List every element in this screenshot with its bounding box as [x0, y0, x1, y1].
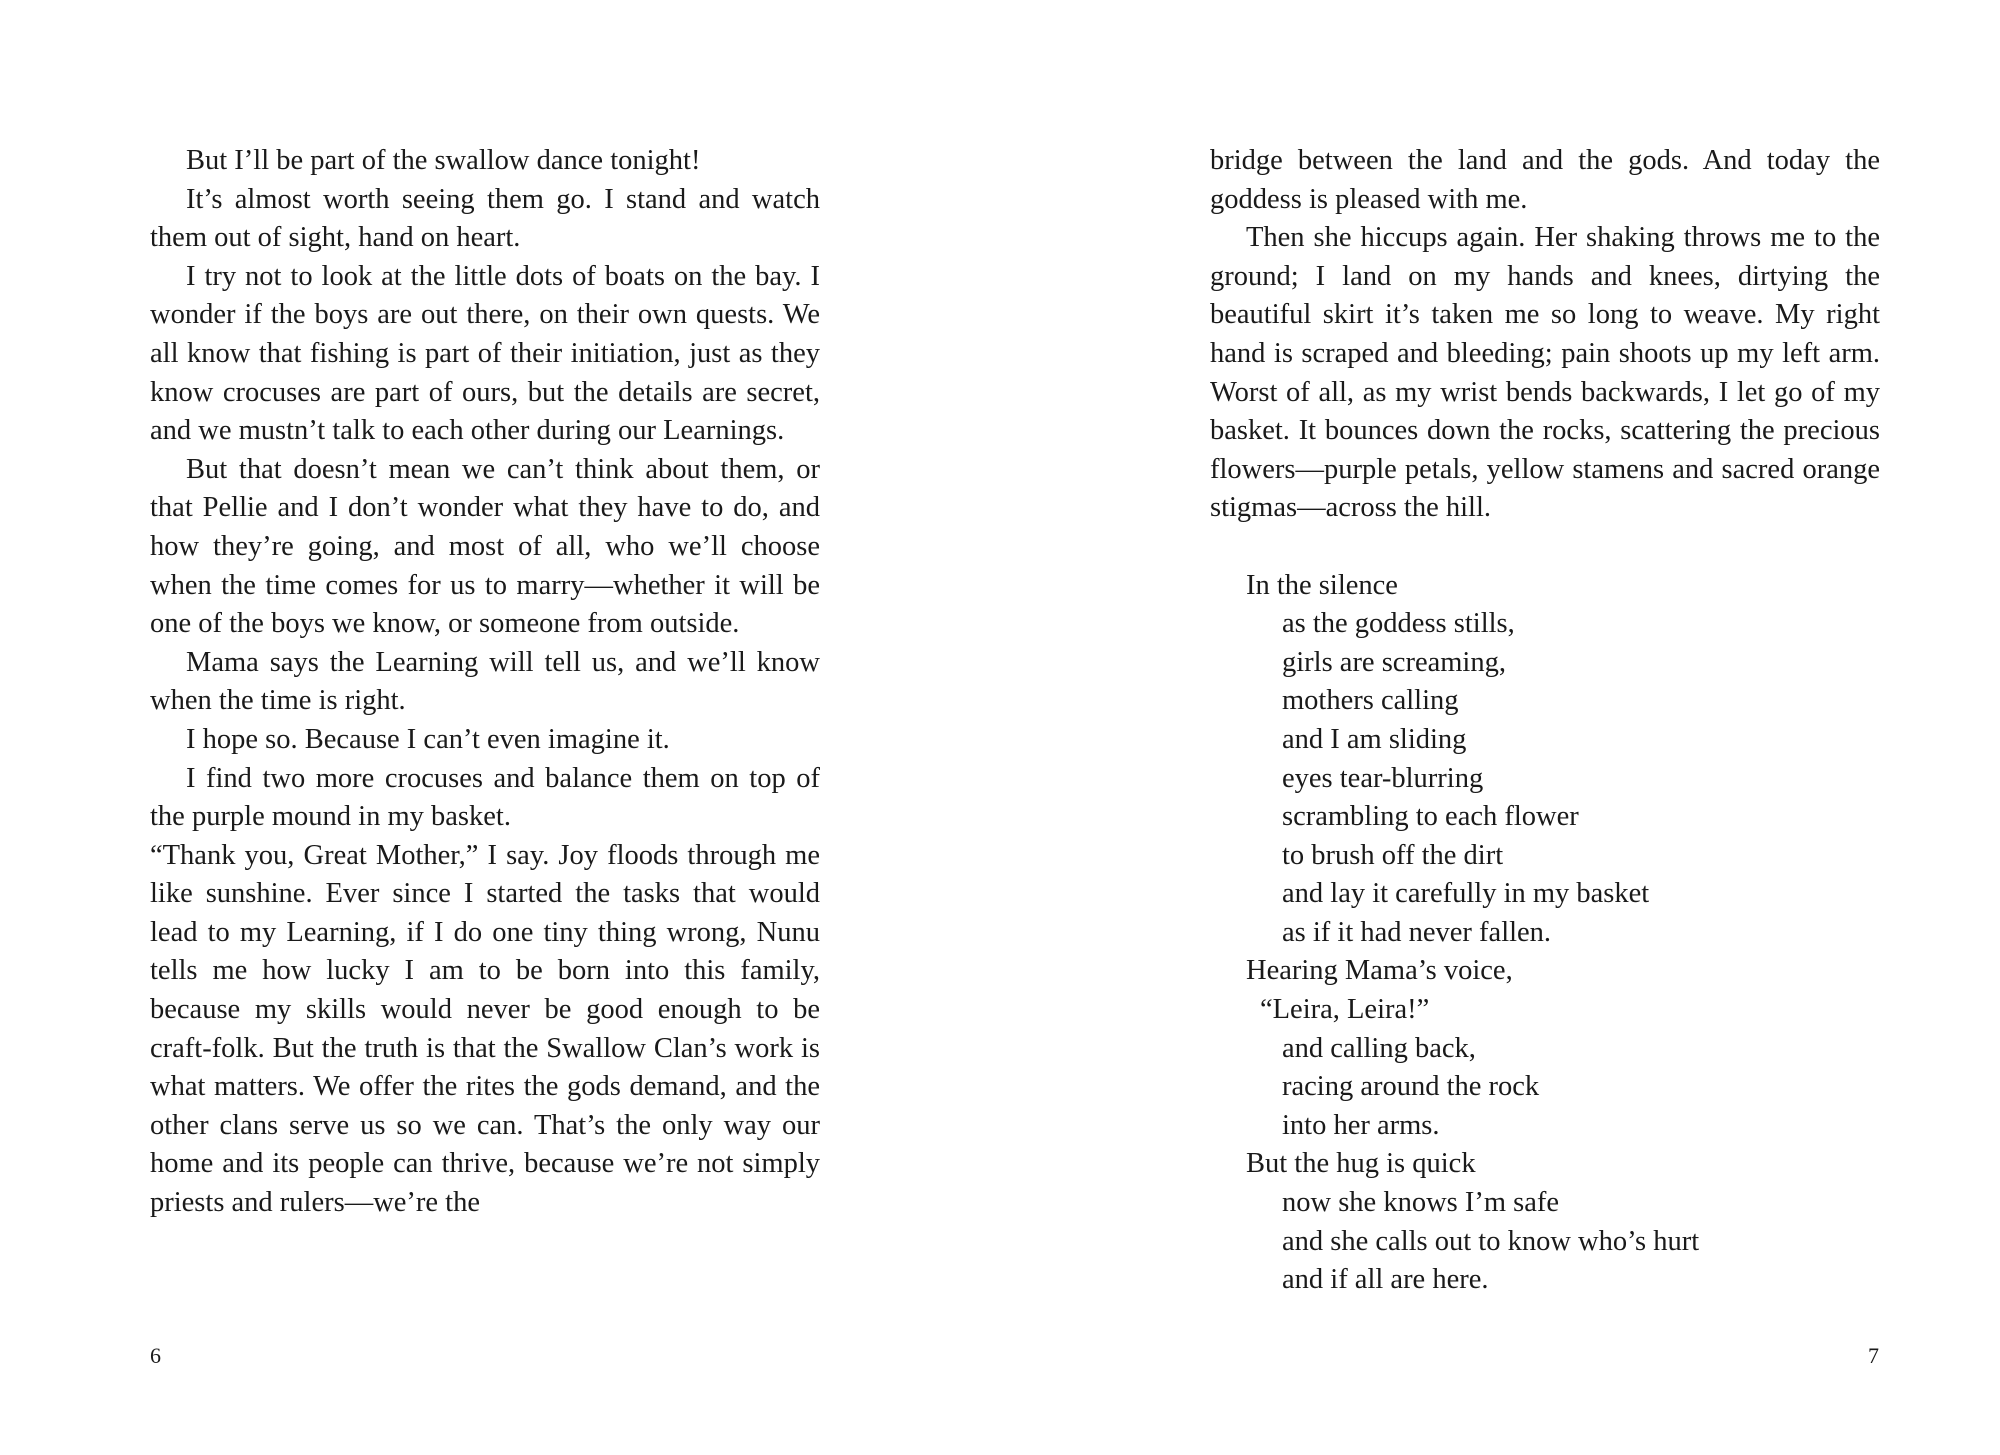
poem-line: now she knows I’m safe — [1282, 1187, 1560, 1219]
paragraph: But that doesn’t mean we can’t think about them, or that Pellie and I don’t wonder what they have to do, and how they’re going, and most of all, who we’ll choose when the time comes for us to marry—whether it will be one of the boys we know, or someone from outside. — [150, 453, 820, 640]
poem-line: and calling back, — [1282, 1032, 1476, 1064]
paragraph: Mama says the Learning will tell us, and we’ll know when the time is right. — [150, 646, 820, 717]
poem-line: as if it had never fallen. — [1282, 916, 1552, 948]
poem-line: girls are screaming, — [1282, 646, 1506, 678]
poem-line: into her arms. — [1282, 1109, 1440, 1141]
poem-line: and I am sliding — [1282, 723, 1467, 755]
poem — [1210, 567, 1880, 1300]
paragraph: “Thank you, Great Mother,” I say. Joy floods through me like sunshine. Ever since I started the tasks that would lead to my Learning, if I do one tiny thing wrong, Nunu tells me how lucky I am to be born into this family, because my skills would never be good enough to be craft-folk. But the truth is that the Swallow Clan’s work is what matters. We offer the rites the gods demand, and the other clans serve us so we can. That’s the only way our home and its people can thrive, because we’re not simply priests and rulers—we’re the — [150, 839, 820, 1219]
poem-line: and she calls out to know who’s hurt — [1282, 1225, 1700, 1257]
paragraph: Then she hiccups again. Her shaking throws me to the ground; I land on my hands and knees, dirtying the beautiful skirt it’s taken me so long to weave. My right hand is scraped and bleeding; pain shoots up my left arm. Worst of all, as my wrist bends backwards, I let go of my basket. It bounces down the rocks, scattering the precious flowers—purple petals, yellow stamens and sacred orange stigmas—across the hill. — [1210, 222, 1880, 524]
poem-line: and lay it carefully in my basket — [1282, 878, 1650, 910]
poem-line: Hearing Mama’s voice, — [1246, 955, 1513, 987]
poem-line: “Leira, Leira!” — [1260, 994, 1430, 1026]
paragraph: I try not to look at the little dots of boats on the bay. I wonder if the boys are out there, on their own quests. We all know that fishing is part of their initiation, just as they know crocuses are part of ours, but the details are secret, and we mustn’t talk to each other during our Learnings. — [150, 260, 820, 447]
paragraph: It’s almost worth seeing them go. I stand and watch them out of sight, hand on heart. — [150, 183, 820, 254]
paragraph: But I’ll be part of the swallow dance tonight! — [186, 145, 701, 176]
paragraph: I find two more crocuses and balance them on top of the purple mound in my basket. — [150, 762, 820, 833]
poem-line: eyes tear-blurring — [1282, 762, 1484, 794]
poem-line: as the goddess stills, — [1282, 608, 1515, 640]
poem-line: scrambling to each flower — [1282, 801, 1579, 833]
poem-line: and if all are here. — [1282, 1264, 1489, 1296]
poem-line: In the silence — [1246, 569, 1398, 601]
page-number: 7 — [1868, 1343, 1879, 1368]
poem-line: But the hug is quick — [1246, 1148, 1476, 1180]
poem-line: racing around the rock — [1282, 1071, 1540, 1103]
paragraph: I hope so. Because I can’t even imagine it. — [186, 723, 670, 755]
page-number: 6 — [150, 1343, 161, 1368]
poem-line: to brush off the dirt — [1282, 839, 1504, 871]
poem-line: mothers calling — [1282, 685, 1459, 717]
right-page-text — [1210, 142, 1880, 1300]
left-page-text — [150, 142, 820, 1223]
paragraph: bridge between the land and the gods. And today the goddess is pleased with me. — [1210, 145, 1880, 215]
right-page — [1000, 0, 2000, 1455]
